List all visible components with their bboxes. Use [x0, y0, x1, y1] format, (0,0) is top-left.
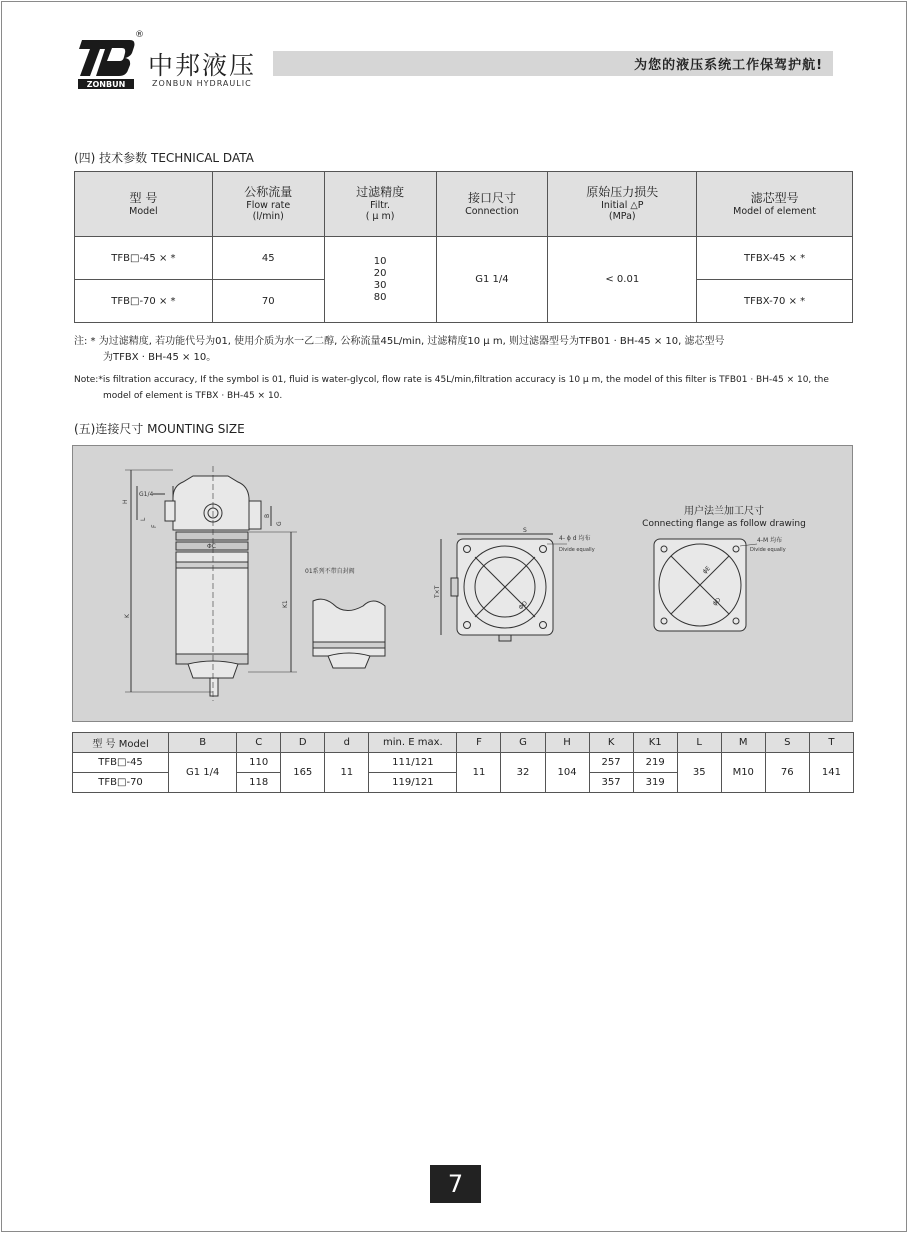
mounting-section-title: (五)连接尺寸 MOUNTING SIZE: [74, 422, 245, 436]
col-k: K: [589, 733, 633, 753]
mounting-size-table: [72, 732, 854, 793]
label-4phid: 4- ϕ d 均布: [559, 535, 591, 542]
col-k1: K1: [633, 733, 677, 753]
col-f: F: [457, 733, 501, 753]
note-cn-line2: 为TFBX · BH-45 × 10。: [103, 352, 217, 363]
company-name-en: ZONBUN HYDRAULIC: [152, 79, 252, 88]
b-cell: G1 1/4: [169, 753, 237, 793]
c-cell: 118: [237, 773, 281, 793]
label-4m: 4-M 均布: [757, 537, 783, 544]
col-b: B: [169, 733, 237, 753]
col-model: 型 号 Model: [73, 733, 169, 753]
label-phie: ϕE: [701, 564, 712, 576]
k1-cell: 219: [633, 753, 677, 773]
col-t: T: [809, 733, 853, 753]
label-divide-1: Divide equally: [559, 547, 595, 553]
slogan-bar: [273, 51, 833, 76]
col-g: G: [501, 733, 545, 753]
col-c: C: [237, 733, 281, 753]
table-row: [73, 753, 854, 773]
g-cell: 32: [501, 753, 545, 793]
filter-top-view: [441, 534, 567, 641]
small-d-cell: 11: [325, 753, 369, 793]
d-cell: 165: [281, 753, 325, 793]
label-k: K: [124, 614, 131, 618]
slogan: 为您的液压系统工作保驾护航!: [634, 58, 823, 73]
header-connection: 接口尺寸 Connection: [436, 172, 548, 237]
header-flow-rate: 公称流量 Flow rate (l/min): [212, 172, 324, 237]
flow-cell: 70: [212, 280, 324, 323]
company-name-cn: 中邦液压: [148, 51, 257, 80]
l-cell: 35: [677, 753, 721, 793]
tech-section-title: (四) 技术参数 TECHNICAL DATA: [74, 151, 254, 165]
label-divide-2: Divide equally: [750, 547, 786, 553]
page-number: 7: [430, 1165, 481, 1203]
pressure-cell: < 0.01: [548, 237, 697, 323]
model-cell: TFB□-45: [73, 753, 169, 773]
label-01-series: 01系列不带自封阀: [305, 568, 355, 575]
label-f: F: [151, 524, 158, 528]
element-cell: TFBX-45 × *: [697, 237, 853, 280]
col-l: L: [677, 733, 721, 753]
model-cell: TFB□-70 × *: [75, 280, 213, 323]
header-model: 型 号 Model: [75, 172, 213, 237]
k1-cell: 319: [633, 773, 677, 793]
header-filtration: 过滤精度 Filtr. ( μ m): [324, 172, 436, 237]
label-h: H: [122, 499, 129, 504]
s-cell: 76: [765, 753, 809, 793]
m-cell: M10: [721, 753, 765, 793]
e-cell: 119/121: [369, 773, 457, 793]
note-en-line2: model of element is TFBX · BH-45 × 10.: [103, 391, 283, 401]
drawing-panel: [72, 445, 853, 722]
table-row: [75, 237, 853, 280]
header-element: 滤芯型号 Model of element: [697, 172, 853, 237]
model-cell: TFB□-70: [73, 773, 169, 793]
f-cell: 11: [457, 753, 501, 793]
label-txt: T×T: [434, 585, 441, 598]
logo-banner: ZONBUN: [86, 80, 126, 89]
h-cell: 104: [545, 753, 589, 793]
col-s: S: [765, 733, 809, 753]
label-g: G: [276, 521, 283, 526]
label-g14: G1/4: [139, 491, 154, 498]
t-cell: 141: [809, 753, 853, 793]
c-cell: 110: [237, 753, 281, 773]
col-d-upper: D: [281, 733, 325, 753]
col-e: min. E max.: [369, 733, 457, 753]
label-b: B: [264, 513, 271, 518]
label-phid-big: ΦD: [517, 599, 530, 612]
col-h: H: [545, 733, 589, 753]
note-en: [74, 372, 854, 404]
label-l: L: [140, 517, 147, 521]
filtration-cell: 10 20 30 80: [324, 237, 436, 323]
filter-side-view: [125, 466, 297, 701]
zonbun-logo-icon: [78, 38, 136, 90]
element-cell: TFBX-70 × *: [697, 280, 853, 323]
col-d-lower: d: [325, 733, 369, 753]
label-s: S: [523, 527, 527, 534]
note-cn-line1: 注: * 为过滤精度, 若功能代号为01, 使用介质为水一乙二醇, 公称流量45L/min, 过滤精度10 μ m, 则过滤器型号为TFB01 · BH-45 × 10, 滤芯型号: [74, 336, 725, 347]
element-01-view: [313, 599, 385, 668]
label-phic: ΦC: [207, 543, 216, 550]
flange-title-en: Connecting flange as follow drawing: [642, 519, 806, 529]
flow-cell: 45: [212, 237, 324, 280]
flange-view: [654, 539, 757, 631]
k-cell: 257: [589, 753, 633, 773]
flange-title-cn: 用户法兰加工尺寸: [684, 506, 764, 517]
technical-drawing: [73, 446, 854, 723]
model-cell: TFB□-45 × *: [75, 237, 213, 280]
label-phid2: ϕD: [711, 596, 723, 608]
header-pressure-loss: 原始压力损失 Initial △P (MPa): [548, 172, 697, 237]
note-en-line1: Note:*is filtration accuracy, If the symbol is 01, fluid is water-glycol, flow rate is 45L/min,filtration accuracy is 10 μ m, the model of this filter is TFB01 · BH-45 × 10, the: [74, 375, 829, 385]
k-cell: 357: [589, 773, 633, 793]
note-cn: [74, 334, 854, 366]
e-cell: 111/121: [369, 753, 457, 773]
tech-data-table: [74, 171, 853, 323]
col-m: M: [721, 733, 765, 753]
registered-mark: ®: [135, 30, 144, 40]
label-k1: K1: [282, 600, 289, 608]
connection-cell: G1 1/4: [436, 237, 548, 323]
